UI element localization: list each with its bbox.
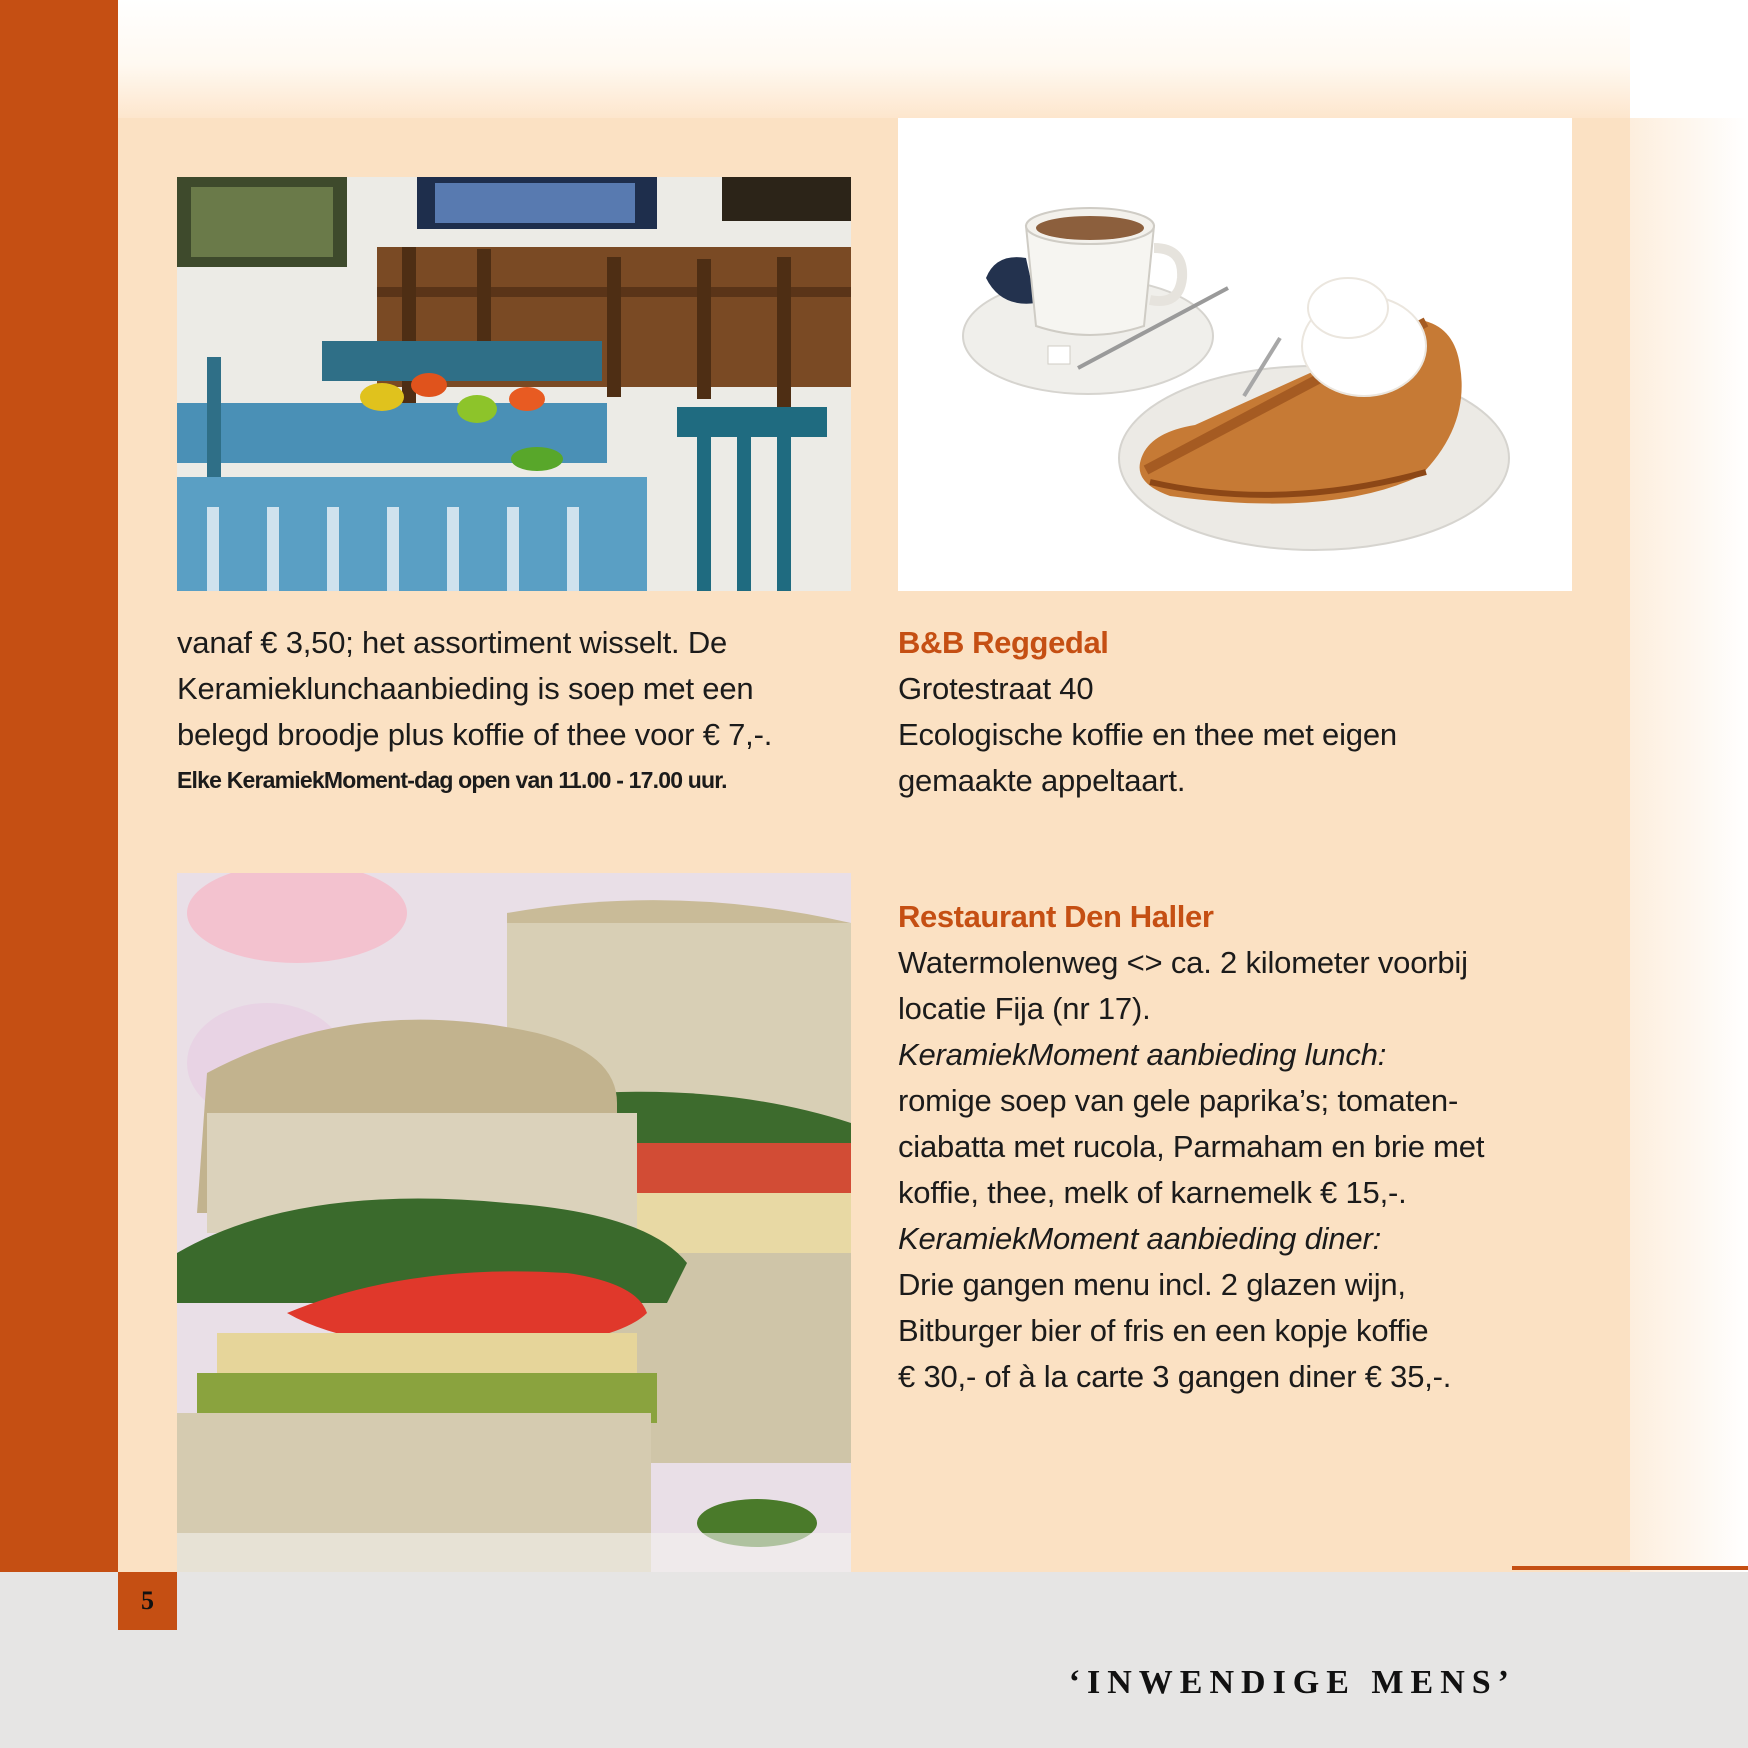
bb-reggedal-line: Ecologische koffie en thee met eigen bbox=[898, 717, 1397, 752]
opening-hours: Elke KeramiekMoment-dag open van 11.00 - 17.00 uur. bbox=[177, 767, 727, 793]
bb-reggedal-title: B&B Reggedal bbox=[898, 625, 1109, 660]
den-haller-listing bbox=[898, 894, 1618, 1400]
lunch-offer-heading: KeramiekMoment aanbieding lunch: bbox=[898, 1037, 1387, 1072]
panel-edge-shadow bbox=[1630, 118, 1748, 1572]
top-glow bbox=[118, 0, 1630, 118]
lunch-offer-line: romige soep van gele paprika’s; tomaten- bbox=[898, 1083, 1459, 1118]
lunch-offer-line: ciabatta met rucola, Parmaham en brie met bbox=[898, 1129, 1485, 1164]
left-accent-bar bbox=[0, 0, 118, 1572]
lunch-offer-line: koffie, thee, melk of karnemelk € 15,-. bbox=[898, 1175, 1407, 1210]
den-haller-line: locatie Fija (nr 17). bbox=[898, 991, 1151, 1026]
footer-accent-rule bbox=[1512, 1566, 1748, 1570]
section-title: ‘INWENDIGE MENS’ bbox=[1068, 1664, 1516, 1701]
diner-offer-line: Drie gangen menu incl. 2 glazen wijn, bbox=[898, 1267, 1406, 1302]
den-haller-title: Restaurant Den Haller bbox=[898, 899, 1214, 934]
diner-offer-line: Bitburger bier of fris en een kopje koffie bbox=[898, 1313, 1429, 1348]
page-footer bbox=[0, 1572, 1748, 1748]
bb-reggedal-address: Grotestraat 40 bbox=[898, 671, 1094, 706]
cafe-line: belegd broodje plus koffie of thee voor € 7,-. bbox=[177, 717, 773, 752]
diner-offer-heading: KeramiekMoment aanbieding diner: bbox=[898, 1221, 1381, 1256]
cafe-description bbox=[177, 620, 857, 802]
coffee-and-apple-pie-photo bbox=[898, 118, 1572, 591]
cafe-line: vanaf € 3,50; het assortiment wisselt. De bbox=[177, 625, 728, 660]
bb-reggedal-listing bbox=[898, 620, 1598, 804]
bb-reggedal-line: gemaakte appeltaart. bbox=[898, 763, 1186, 798]
focaccia-sandwich-photo bbox=[177, 873, 851, 1572]
cafe-line: Keramieklunchaanbieding is soep met een bbox=[177, 671, 754, 706]
cafe-interior-photo bbox=[177, 177, 851, 591]
page-number: 5 bbox=[118, 1572, 177, 1630]
den-haller-line: Watermolenweg <> ca. 2 kilometer voorbij bbox=[898, 945, 1468, 980]
diner-offer-line: € 30,- of à la carte 3 gangen diner € 35,-. bbox=[898, 1359, 1452, 1394]
